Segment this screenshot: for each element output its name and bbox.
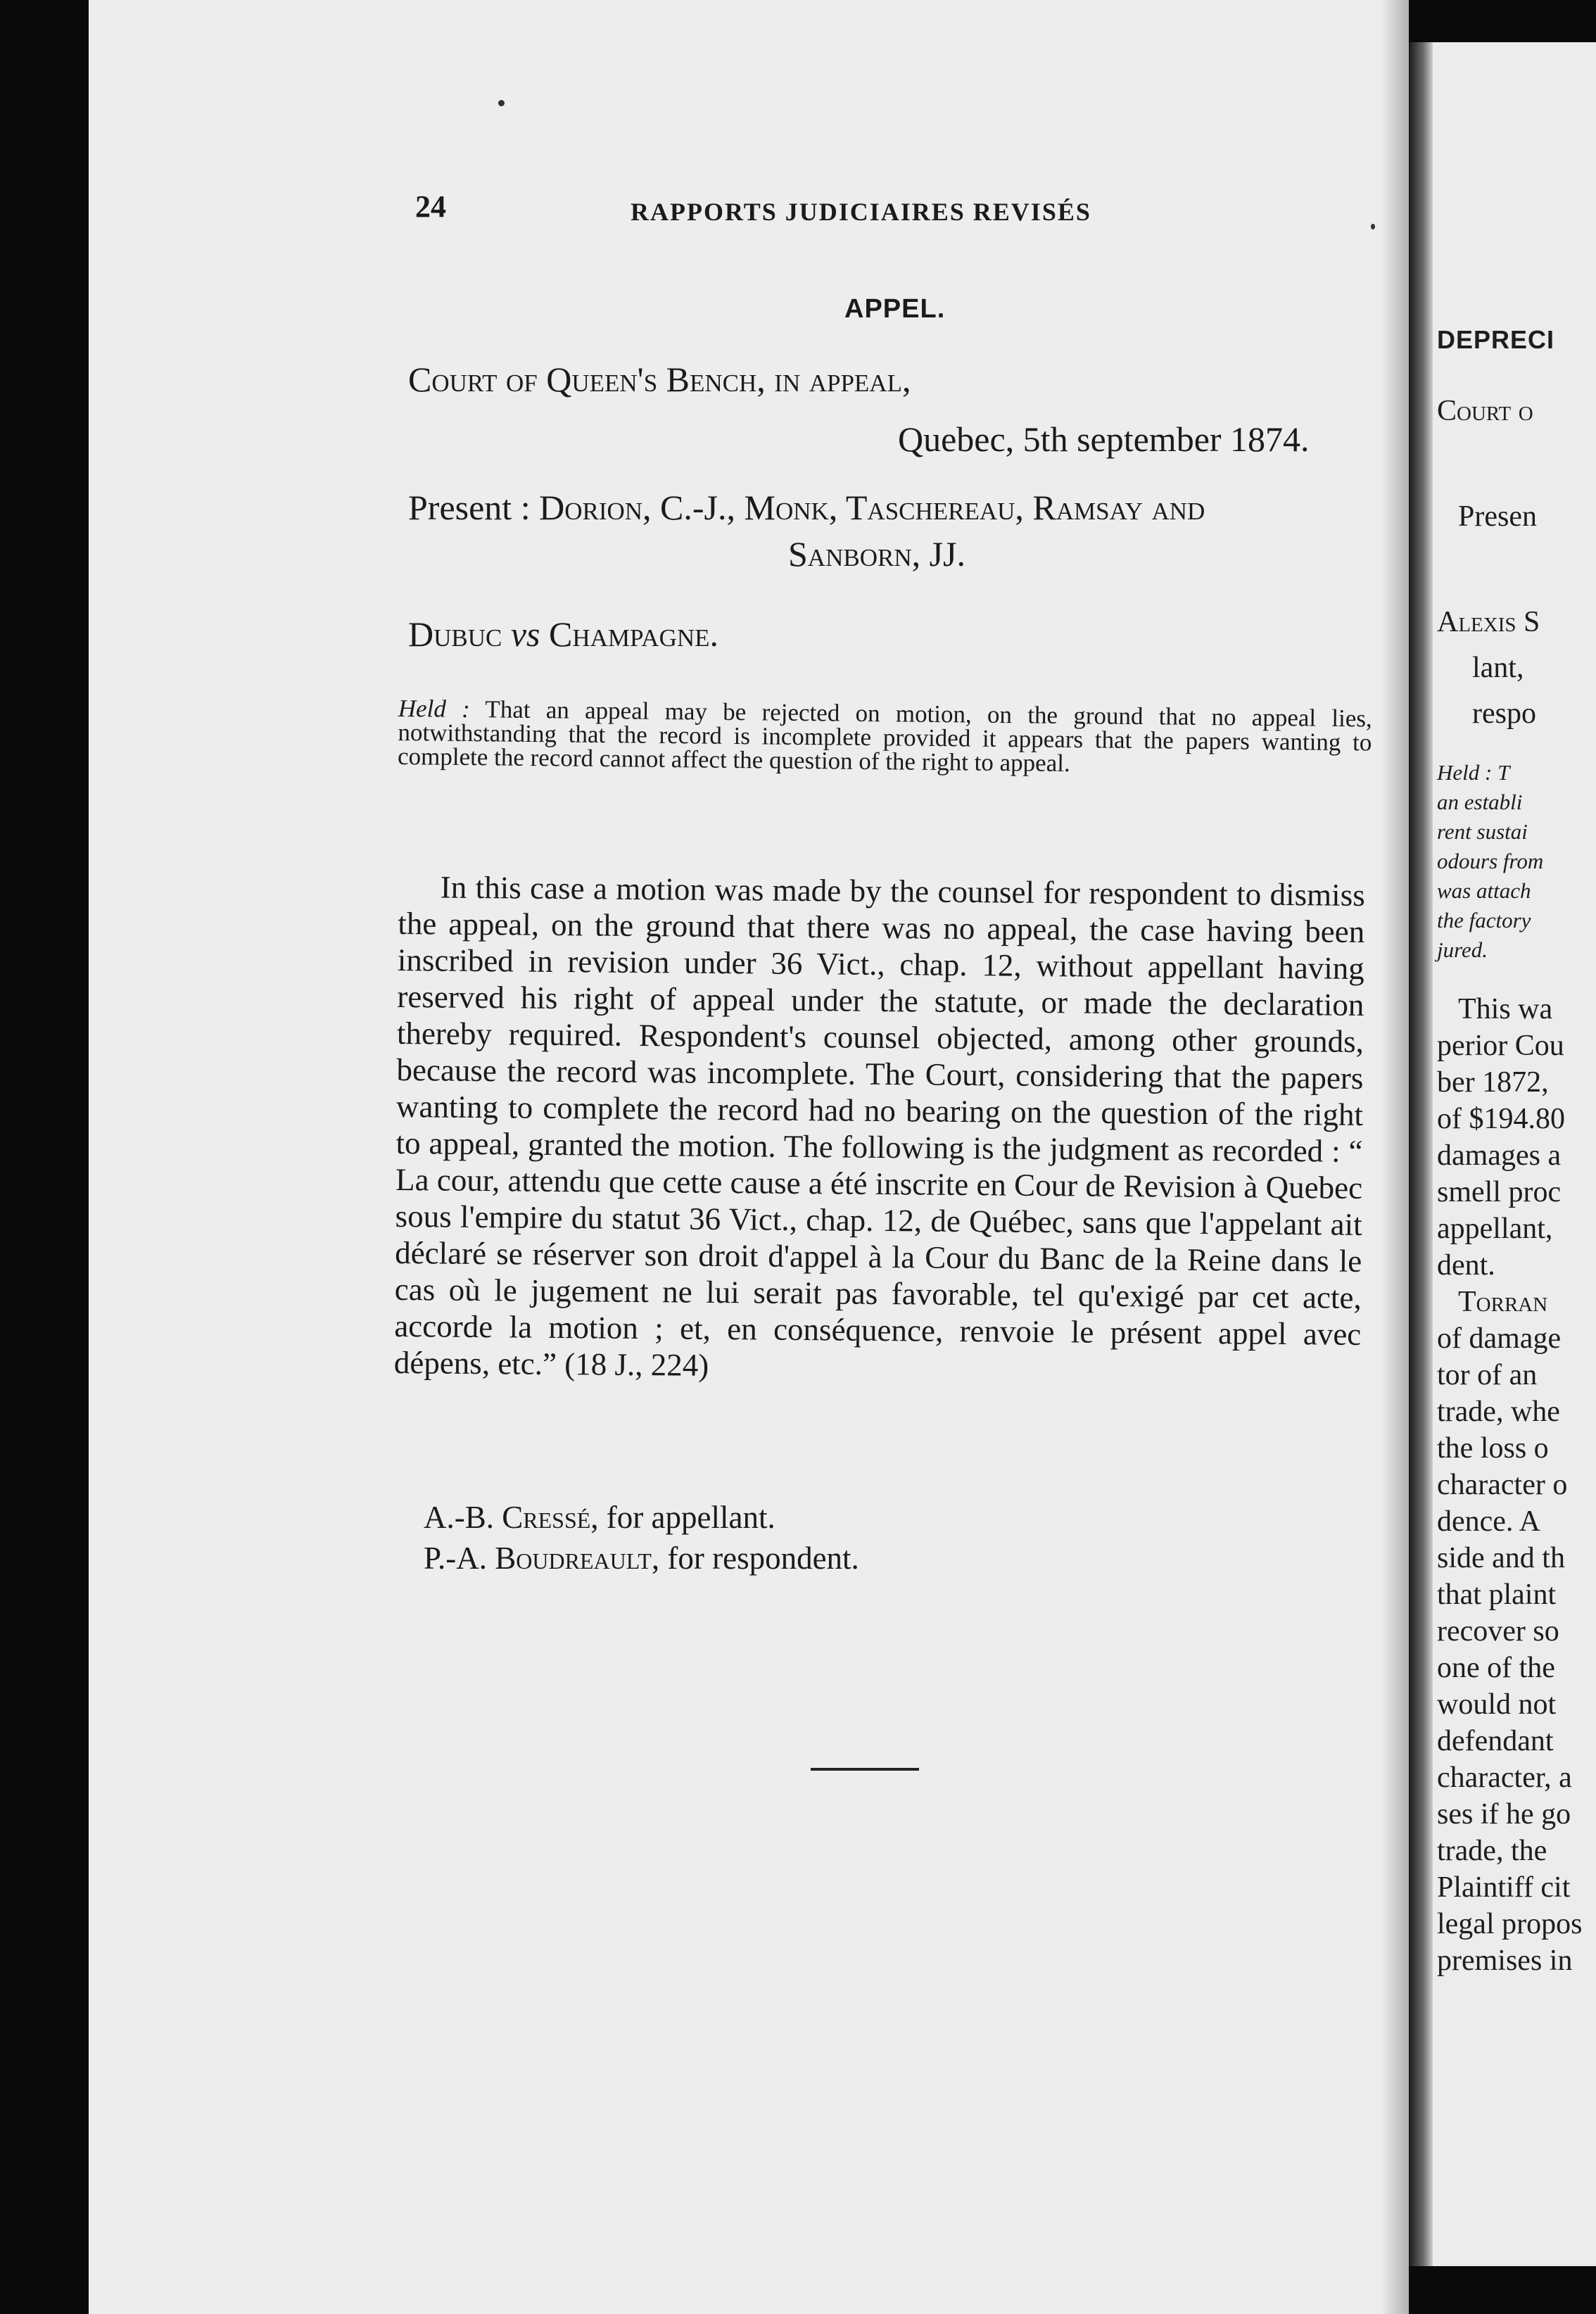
right-page-text-line: defendant <box>1437 1725 1554 1757</box>
right-page-text-line: dence. A <box>1437 1505 1540 1538</box>
right-page-text-line: would not <box>1437 1688 1557 1721</box>
running-head: RAPPORTS JUDICIAIRES REVISÉS <box>631 198 1091 226</box>
right-page-text-line: Presen <box>1458 500 1537 533</box>
end-rule <box>811 1768 919 1771</box>
judges-list: Dorion, C.-J., Monk, Taschereau, Ramsay and <box>539 488 1205 527</box>
right-page-text-line: odours from <box>1437 849 1544 873</box>
right-page-text-line: lant, <box>1472 652 1524 684</box>
right-page-text-line: premises in <box>1437 1945 1573 1977</box>
decision-date: Quebec, 5th september 1874. <box>898 419 1310 459</box>
right-page-text-line: character, a <box>1437 1762 1572 1794</box>
held-text: That an appeal may be rejected on motion, on the ground that no appeal lies, notwithstanding that the record is incomplete provided it appears that the papers wanting to complete the record cannot affect the question of the right to appeal. <box>397 695 1372 778</box>
right-page-text-line: that plaint <box>1437 1579 1557 1611</box>
right-page-text-line: perior Cou <box>1437 1030 1564 1062</box>
right-page-text-line: jured. <box>1437 937 1488 962</box>
right-page-text-line: character o <box>1437 1469 1568 1501</box>
right-page-text-line: the loss o <box>1437 1432 1549 1465</box>
right-page-text-line: Alexis S <box>1437 606 1540 638</box>
case-parties <box>408 614 718 655</box>
right-page-text-line: smell proc <box>1437 1176 1562 1208</box>
right-page-text-line: side and th <box>1437 1542 1565 1574</box>
right-page-text-line: respo <box>1472 697 1536 730</box>
page-edge-shadow <box>1381 0 1409 2314</box>
present-line-1 <box>408 487 1205 528</box>
counsel-appellant-name: A.-B. Cressé <box>424 1500 591 1535</box>
right-page-text-line: Court o <box>1437 395 1533 427</box>
counsel-appellant <box>424 1499 775 1536</box>
right-page-text-line: recover so <box>1437 1615 1559 1648</box>
right-page-text-line: Torran <box>1458 1286 1548 1318</box>
right-page-text-line: This wa <box>1458 993 1553 1025</box>
right-page-text-line: one of the <box>1437 1652 1555 1684</box>
right-page-text-line: rent sustai <box>1437 819 1528 844</box>
right-page-text-line: ses if he go <box>1437 1798 1571 1831</box>
right-page-text-line: of $194.80 <box>1437 1103 1565 1135</box>
held-label: Held : <box>398 695 470 723</box>
right-page-text-line: trade, whe <box>1437 1396 1560 1428</box>
counsel-respondent-role: , for respondent. <box>651 1541 859 1576</box>
right-page-text-line: trade, the <box>1437 1835 1547 1867</box>
right-page-text-line: damages a <box>1437 1139 1562 1172</box>
right-page-text-line: dent. <box>1437 1249 1495 1282</box>
page-gutter <box>1409 42 1433 2266</box>
right-page-text-line: ber 1872, <box>1437 1066 1549 1099</box>
right-page-text-line: of damage <box>1437 1322 1562 1355</box>
right-page-text-line: appellant, <box>1437 1213 1553 1245</box>
present-label: Present : <box>408 488 540 527</box>
right-page-text-line: tor of an <box>1437 1359 1538 1391</box>
party-respondent: Champagne. <box>540 614 718 654</box>
right-page-text-line: was attach <box>1437 878 1531 903</box>
versus: vs <box>510 614 540 654</box>
report-body: In this case a motion was made by the counsel for respondent to dismiss the appeal, on the ground that there was no appeal, the case having been inscribed in revision under 36 Vict., chap. 12, without appellant having reserved his right of appeal under the statute, or made the declaration thereby required. Respondent's counsel objected, among other grounds, because the record was incomplete. The Court, considering that the papers wanting to complete the record had no bearing on the question of the right to appeal, granted the motion. The following is the judgment as recorded : “ La cour, attendu que cette cause a été inscrite en Cour de Revision à Quebec sous l'empire du statut 36 Vict., chap. 12, de Québec, sans que l'appelant ait déclaré se réserver son droit d'appel à la Cour du Banc de la Reine dans le cas où le jugement ne lui serait pas favorable, tel qu'exigé par cet acte, accorde la motion ; et, en conséquence, renvoie le présent appel avec dépens, etc.” (18 J., 224) <box>393 869 1365 1383</box>
page-number: 24 <box>415 189 446 224</box>
right-page-heading: DEPRECI <box>1437 325 1555 354</box>
counsel-respondent <box>424 1540 859 1576</box>
right-page-text-line: Plaintiff cit <box>1437 1871 1571 1904</box>
counsel-respondent-name: P.-A. Boudreault <box>424 1541 652 1576</box>
counsel-appellant-role: , for appellant. <box>590 1500 775 1535</box>
ink-speck <box>1371 224 1375 229</box>
ink-speck <box>498 100 505 106</box>
right-page <box>1409 42 1596 2266</box>
right-page-text-line: the factory <box>1437 908 1531 932</box>
right-page-text-line: Held : T <box>1437 760 1510 785</box>
party-appellant: Dubuc <box>408 614 511 654</box>
headnote <box>398 697 1372 778</box>
present-line-2: Sanborn, JJ. <box>788 534 966 574</box>
section-title: APPEL. <box>844 294 946 324</box>
right-page-text-line: legal propos <box>1437 1908 1583 1940</box>
right-page-text-line: an establi <box>1437 790 1523 814</box>
court-heading: Court of Queen's Bench, in appeal, <box>408 360 911 399</box>
